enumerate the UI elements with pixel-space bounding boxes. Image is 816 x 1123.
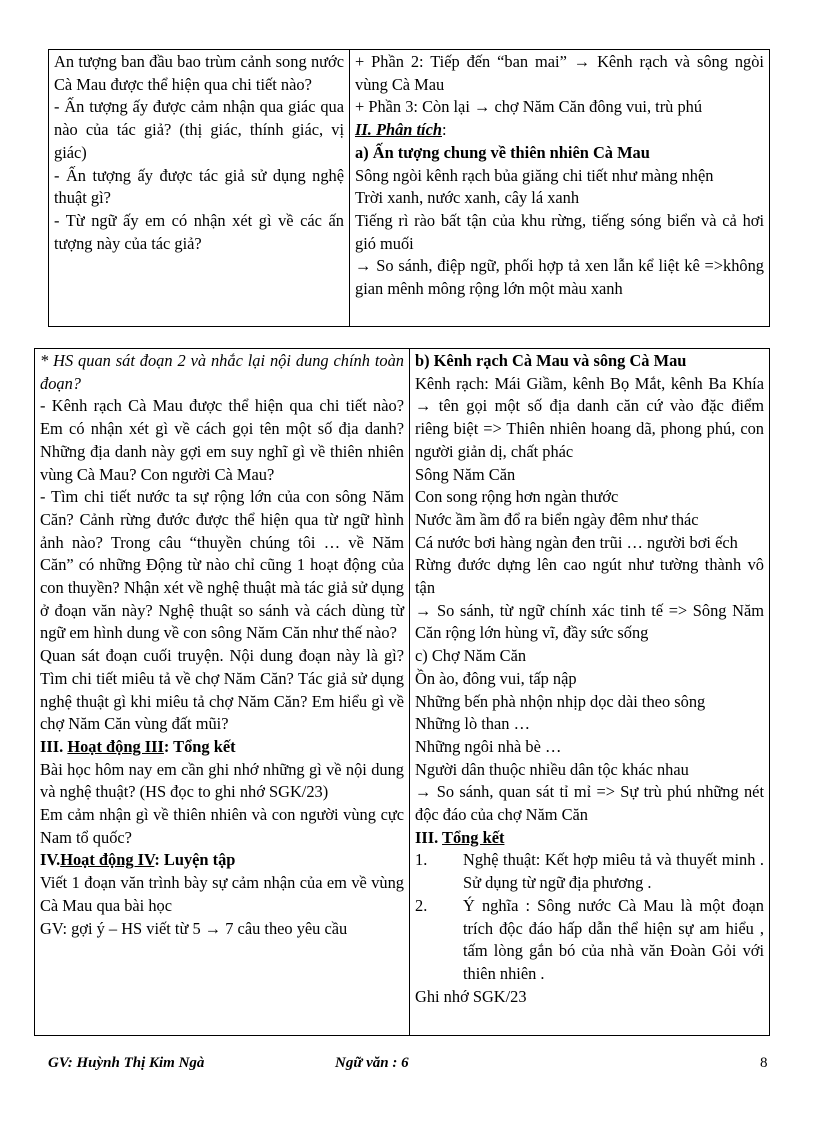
section-title: II. Phân tích: [355, 120, 442, 140]
intro-question: * HS quan sát đoạn 2 và nhắc lại nội dung chính toàn đoạn?: [40, 351, 404, 393]
page-number: 8: [760, 1055, 768, 1071]
question-text: - Ấn tượng ấy được tác giả sử dụng nghệ thuật gì?: [54, 165, 344, 208]
answer-line: Sông Năm Căn: [415, 464, 516, 484]
summary-item: 2. Ý nghĩa : Sông nước Cà Mau là một đoạn trích độc đáo hấp dẫn thể hiện sự am hiểu , tấm lòng gắn bó của nhà văn Đoàn Gỏi với thiên nhiên .: [415, 895, 764, 983]
question-text: - Ấn tượng ấy được cảm nhận qua giác qua nào của tác giả? (thị giác, thính giác, vị giác): [54, 97, 344, 162]
answer-line: Kênh rạch: Mái Giầm, kênh Bọ Mắt, kênh Ba Khía → tên gọi một số địa danh căn cứ vào đặc điểm riêng biệt => Thiên nhiên hoang dã, phong phú, con người giản dị, chất phác: [415, 373, 764, 461]
answer-line: Cá nước bơi hàng ngàn đen trũi … người bơi ếch: [415, 532, 738, 552]
summary-item: 1. Nghệ thuật: Kết hợp miêu tả và thuyết minh . Sử dụng từ ngữ địa phương .: [415, 850, 764, 893]
activity-4-text: Viết 1 đoạn văn trình bày sự cảm nhận của em về vùng Cà Mau qua bài học: [40, 873, 404, 915]
answer-line: Những lò than …: [415, 714, 530, 734]
table-bottom-answers: [410, 349, 769, 1035]
answer-line: → So sánh, từ ngữ chính xác tinh tế => Sông Năm Căn rộng lớn hùng vĩ, đầy sức sống: [415, 600, 764, 643]
answer-line: Rừng đước dựng lên cao ngút như tường thành vô tận: [415, 555, 764, 598]
question-text: - Kênh rạch Cà Mau được thể hiện qua chi tiết nào? Em có nhận xét gì về cách gọi tên một số địa danh? Những địa danh này gợi em suy nghĩ gì về thiên nhiên vùng Cà Mau? Con người Cà Mau?: [40, 396, 404, 484]
activity-4-text: GV: gợi ý – HS viết từ 5 → 7 câu theo yêu cầu: [40, 918, 348, 938]
table-top: [48, 49, 770, 327]
activity-3-text: Bài học hôm nay em cần ghi nhớ những gì về nội dung và nghệ thuật? (HS đọc to ghi nhớ SGK/23): [40, 759, 404, 802]
answer-line: Sông ngòi kênh rạch bủa giăng chi tiết như màng nhện: [355, 165, 714, 185]
answer-line: → So sánh, điệp ngữ, phối hợp tả xen lẫn kể liệt kê =>không gian mênh mông rộng lớn một màu xanh: [355, 256, 764, 299]
subheading-b: b) Kênh rạch Cà Mau và sông Cà Mau: [415, 351, 687, 370]
answer-line: Những bến phà nhộn nhịp dọc dài theo sông: [415, 691, 706, 711]
answer-line: → So sánh, quan sát tỉ mỉ => Sự trù phú những nét độc đáo của chợ Năm Căn: [415, 782, 764, 825]
activity-3-heading: III. Hoạt động III: Tổng kết: [40, 736, 236, 756]
section-heading: II. Phân tích:: [355, 120, 447, 140]
answer-line: Những ngôi nhà bè …: [415, 736, 562, 756]
activity-3-text: Em cảm nhận gì về thiên nhiên và con người vùng cực Nam tổ quốc?: [40, 805, 404, 847]
summary-heading: III. Tổng kết: [415, 827, 505, 847]
table-bottom-questions: [35, 349, 410, 1035]
question-text: - Tìm chi tiết nước ta sự rộng lớn của con sông Năm Căn? Cảnh rừng đước được thể hiện qua từ ngữ hình ảnh nào? Trong câu “thuyền chúng tôi … về Năm Căn” có những Động từ nào chỉ cũng 1 hoạt động của con thuyền? Nhận xét về nghệ thuật mà tác giả sử dụng ở đoạn văn này? Nghệ thuật so sánh và cách dùng từ ngữ em hình dung về con sông Năm Căn như thế nào?: [40, 487, 404, 643]
subheading-a: a) Ấn tượng chung về thiên nhiên Cà Mau: [355, 142, 650, 162]
part-3-text: + Phần 3: Còn lại → chợ Năm Căn đông vui, trù phú: [355, 97, 703, 117]
subheading-c: c) Chợ Năm Căn: [415, 646, 527, 666]
answer-line: Tiếng rì rào bất tận của khu rừng, tiếng sóng biển và cả hơi gió muối: [355, 210, 764, 253]
question-text: Quan sát đoạn cuối truyện. Nội dung đoạn này là gì? Tìm chi tiết miêu tả về chợ Năm Căn? Tác giả sử dụng nghệ thuật gì khi miêu tả chợ Năm Căn? Em hiểu gì về chợ Năm Căn vùng đất mũi?: [40, 646, 404, 734]
question-text: An tượng ban đầu bao trùm cảnh song nước Cà Mau được thể hiện qua chi tiết nào?: [54, 52, 344, 94]
footer-teacher: GV: Huỳnh Thị Kim Ngà: [48, 1055, 205, 1071]
part-2-text: + Phần 2: Tiếp đến “ban mai” → Kênh rạch và sông ngòi vùng Cà Mau: [355, 52, 764, 94]
table-top-answers: [350, 50, 769, 326]
answer-line: Trời xanh, nước xanh, cây lá xanh: [355, 188, 580, 208]
memo-note: Ghi nhớ SGK/23: [415, 986, 527, 1006]
question-text: - Từ ngữ ấy em có nhận xét gì về các ấn tượng này của tác giả?: [54, 210, 344, 253]
answer-line: Con song rộng hơn ngàn thước: [415, 487, 619, 507]
answer-line: Người dân thuộc nhiều dân tộc khác nhau: [415, 759, 689, 779]
table-top-questions: [49, 50, 350, 326]
answer-line: Nước ầm ầm đổ ra biển ngày đêm như thác: [415, 509, 699, 529]
table-bottom: [34, 348, 770, 1036]
footer-subject: Ngữ văn : 6: [335, 1055, 409, 1071]
answer-line: Ồn ào, đông vui, tấp nập: [415, 668, 577, 688]
activity-4-heading: IV.Hoạt động IV: Luyện tập: [40, 850, 236, 870]
